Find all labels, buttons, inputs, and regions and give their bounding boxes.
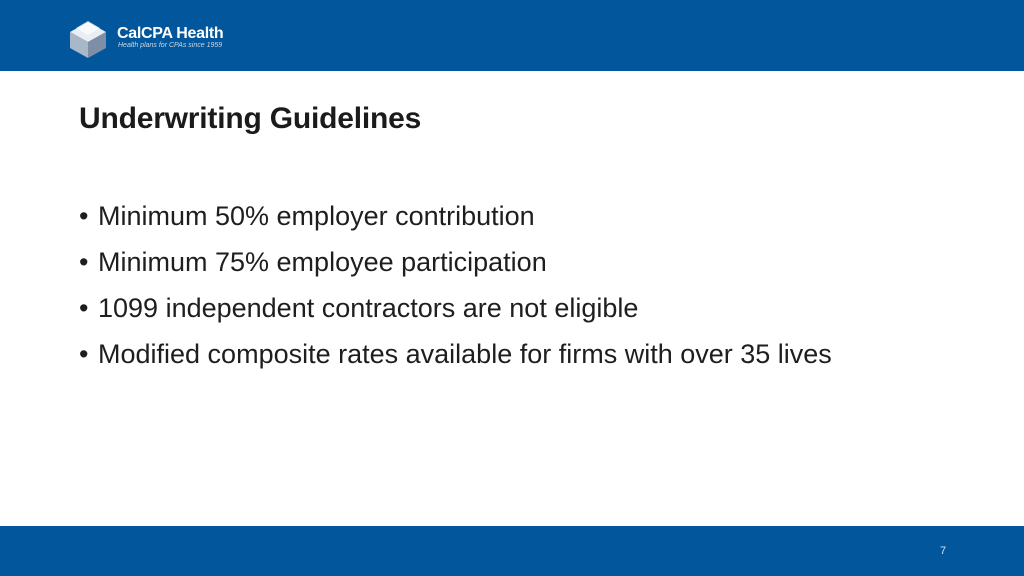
calcpa-health-logo[interactable] [66, 14, 236, 60]
bullet-list [79, 198, 869, 382]
slide-title: Underwriting Guidelines [79, 102, 422, 135]
logo-cube-icon [66, 14, 112, 60]
bullet-item [79, 244, 869, 280]
header-bar [0, 0, 1024, 71]
bullet-text: Minimum 50% employer contribution [98, 201, 535, 231]
logo-name: CalCPA Health [117, 25, 224, 42]
bullet-text: Minimum 75% employee participation [98, 247, 547, 277]
bullet-marker: • [79, 201, 89, 231]
footer-bar [0, 526, 1024, 576]
bullet-item [79, 290, 869, 326]
logo-tagline: Health plans for CPAs since 1959 [118, 42, 223, 49]
bullet-item [79, 198, 869, 234]
bullet-item [79, 336, 869, 372]
bullet-text: Modified composite rates available for firms with over 35 lives [98, 339, 832, 369]
bullet-text: 1099 independent contractors are not eligible [98, 293, 639, 323]
bullet-marker: • [79, 339, 89, 369]
bullet-marker: • [79, 293, 89, 323]
bullet-marker: • [79, 247, 89, 277]
page-number: 7 [939, 545, 947, 557]
